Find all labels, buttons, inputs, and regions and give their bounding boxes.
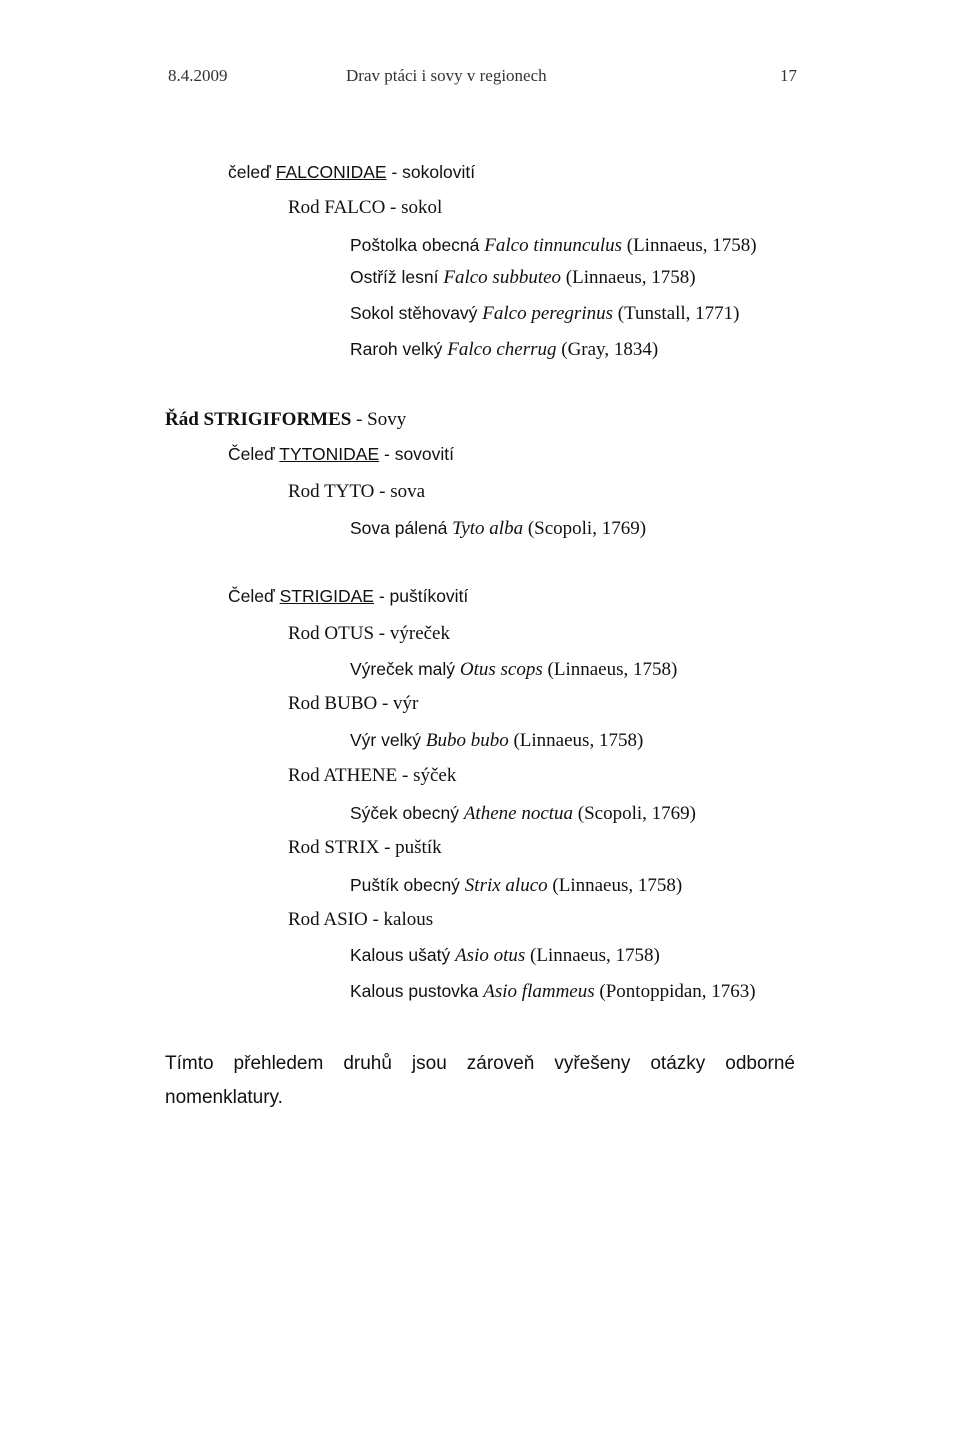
genus-asio: Rod ASIO - kalous (288, 909, 434, 930)
species-entry: Sýček obecný Athene noctua (Scopoli, 1769) (350, 803, 696, 824)
header-page-number: 17 (780, 66, 797, 85)
order-name: STRIGIFORMES (203, 409, 352, 430)
species-entry: Výreček malý Otus scops (Linnaeus, 1758) (350, 659, 678, 680)
species-entry: Sokol stěhovavý Falco peregrinus (Tunstall, 1771) (350, 303, 740, 324)
genus-otus: Rod OTUS - výreček (288, 623, 450, 644)
species-entry: Poštolka obecná Falco tinnunculus (Linnaeus, 1758) (350, 235, 757, 256)
genus-strix: Rod STRIX - puštík (288, 837, 442, 858)
closing-line-2: nomenklatury. (165, 1087, 283, 1108)
species-entry: Kalous pustovka Asio flammeus (Pontoppidan, 1763) (350, 981, 756, 1002)
species-entry: Kalous ušatý Asio otus (Linnaeus, 1758) (350, 945, 660, 966)
family-name: FALCONIDAE (275, 162, 387, 182)
closing-paragraph (165, 1053, 795, 1109)
genus-bubo: Rod BUBO - výr (288, 693, 419, 714)
species-entry: Raroh velký Falco cherrug (Gray, 1834) (350, 339, 659, 360)
genus-tyto: Rod TYTO - sova (288, 481, 426, 502)
closing-line-1: Tímto přehledem druhů jsou zároveň vyřešeny otázky odborné (165, 1053, 795, 1074)
species-entry: Sova pálená Tyto alba (Scopoli, 1769) (350, 518, 647, 539)
genus-athene: Rod ATHENE - sýček (288, 765, 457, 786)
order-strigiformes: Řád STRIGIFORMES - Sovy (165, 409, 407, 430)
family-tytonidae: Čeleď TYTONIDAE - sovovití (228, 444, 455, 464)
family-falconidae: čeleď FALCONIDAE - sokolovití (228, 162, 476, 182)
family-strigidae: Čeleď STRIGIDAE - puštíkovití (228, 586, 469, 606)
header-date: 8.4.2009 (168, 66, 228, 85)
genus-falco: Rod FALCO - sokol (288, 197, 443, 218)
family-name: TYTONIDAE (279, 444, 380, 464)
species-entry: Puštík obecný Strix aluco (Linnaeus, 1758) (350, 875, 683, 896)
species-entry: Ostříž lesní Falco subbuteo (Linnaeus, 1758) (350, 267, 696, 288)
header-title: Drav ptáci i sovy v regionech (346, 66, 547, 85)
family-name: STRIGIDAE (279, 586, 374, 606)
species-entry: Výr velký Bubo bubo (Linnaeus, 1758) (350, 730, 644, 751)
